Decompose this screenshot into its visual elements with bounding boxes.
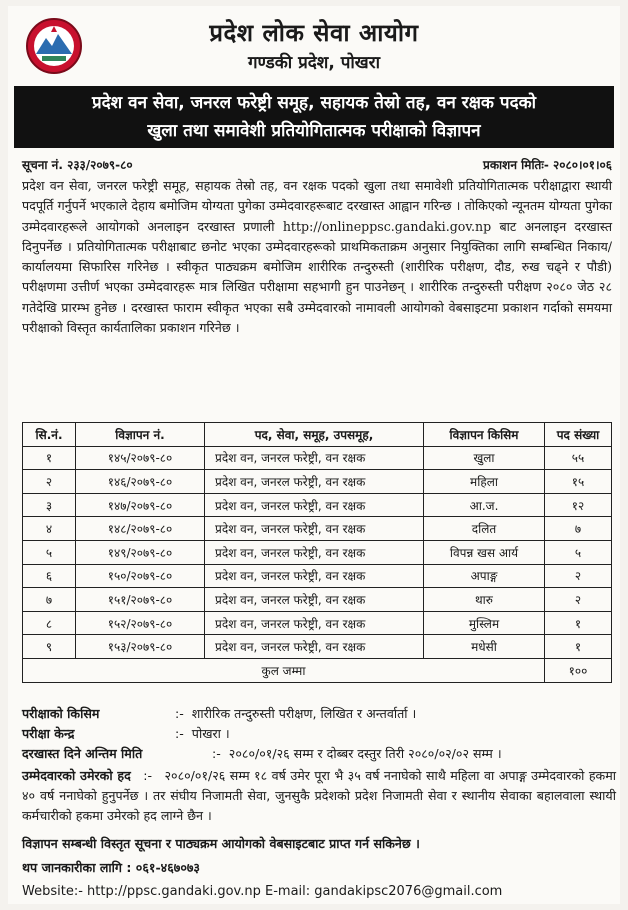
col-ad-no: विज्ञापन नं.	[76, 423, 205, 447]
notice-page	[8, 6, 620, 904]
cell-ad-type: दलित	[424, 517, 545, 541]
cell-ad-no: १५२/२०७९-८०	[76, 611, 205, 635]
cell-count: १	[545, 611, 612, 635]
contact-line: थप जानकारीका लागि : ०६१-४६७०७३	[22, 860, 200, 875]
table-row	[23, 635, 612, 659]
exam-center-value: पोखरा ।	[191, 726, 230, 741]
cell-count: १५	[545, 470, 612, 494]
cell-count: १२	[545, 493, 612, 517]
total-value: १००	[545, 658, 612, 682]
cell-ad-type: विपन्न खस आर्य	[424, 540, 545, 564]
table-header-row	[23, 423, 612, 447]
cell-sn: ७	[23, 588, 76, 612]
cell-sn: ४	[23, 517, 76, 541]
deadline-value: २०८०/०१/२६ सम्म र दोब्बर दस्तुर तिरी २०८०/०२/०२ सम्म ।	[228, 746, 502, 761]
notice-banner	[14, 86, 614, 148]
exam-center-row	[22, 724, 616, 744]
cell-ad-no: १४५/२०७९-८०	[76, 446, 205, 470]
banner-line-1: प्रदेश वन सेवा, जनरल फरेष्ट्री समूह, सहायक तेस्रो तह, वन रक्षक पदको	[91, 93, 537, 113]
notice-number: सूचना नं. २३३/२०७९-८०	[22, 158, 133, 172]
age-label: उम्मेदवारको उमेरको हद	[22, 768, 131, 783]
exam-type-value: शारीरिक तन्दुरुस्ती परीक्षण, लिखित र अन्तर्वार्ता ।	[191, 706, 417, 721]
total-label: कुल जम्मा	[23, 658, 545, 682]
table-row	[23, 470, 612, 494]
cell-count: ७	[545, 517, 612, 541]
exam-center-label: परीक्षा केन्द्र	[22, 726, 75, 741]
cell-ad-type: खुला	[424, 446, 545, 470]
cell-ad-type: मधेसी	[424, 635, 545, 659]
table-row	[23, 446, 612, 470]
cell-count: ५	[545, 540, 612, 564]
banner-line-2: खुला तथा समावेशी प्रतियोगितात्मक परीक्षाको विज्ञापन	[147, 121, 481, 141]
age-limit-row	[22, 766, 616, 826]
cell-ad-no: १४६/२०७९-८०	[76, 470, 205, 494]
cell-ad-type: मुस्लिम	[424, 611, 545, 635]
notice-meta	[22, 156, 612, 173]
info-line: विज्ञापन सम्बन्धी विस्तृत सूचना र पाठ्यक्रम आयोगको वेबसाइटबाट प्राप्त गर्न सकिनेछ ।	[22, 836, 420, 851]
separator: :-	[175, 706, 184, 721]
cell-sn: ६	[23, 564, 76, 588]
cell-ad-no: १५१/२०७९-८०	[76, 588, 205, 612]
cell-sn: ८	[23, 611, 76, 635]
vacancy-table	[22, 422, 612, 683]
notice-body: प्रदेश वन सेवा, जनरल फरेष्ट्री समूह, सहायक तेस्रो तह, वन रक्षक पदको खुला तथा समावेशी प्रतियोगितात्मक परीक्षाद्वारा स्थायी पदपूर्ति गर्नुपर्ने भएकाले देहाय बमोजिम योग्यता पुगेका उम्मेदवारहरूबाट दरखास्त आह्वान गरिन्छ । तोकिएको न्यूनतम योग्यता पुगेका उम्मेदवारहरूले आयोगको अनलाइन दरखास्त प्रणाली http://onlineppsc.gandaki.gov.np बाट अनलाइन दरखास्त दिनुपर्नेछ । प्रतियोगितात्मक परीक्षाबाट छनोट भएका उम्मेदवारहरूको प्राथमिकताक्रम अनुसार नियुक्तिका लागि सम्बन्धित निकाय/कार्यालयमा सिफारिस गरिनेछ । स्वीकृत पाठ्यक्रम बमोजिम शारीरिक तन्दुरुस्ती (शारीरिक परीक्षण, दौड, रुख चढ्ने र पौडी) परीक्षणमा उत्तीर्ण भएका उम्मेदवारहरू मात्र लिखित परीक्षामा सहभागी हुन पाउनेछन् । शारीरिक तन्दुरुस्ती परीक्षण २०८० जेठ २८ गतेदेखि प्रारम्भ हुनेछ । दरखास्त फाराम स्वीकृत भएका सबै उम्मेदवारको नामावली आयोगको वेबसाइटमा प्रकाशन गर्दाको समयमा परीक्षाको विस्तृत कार्यतालिका प्रकाशन गरिनेछ ।	[22, 178, 612, 336]
org-subtitle: गण्डकी प्रदेश, पोखरा	[247, 53, 381, 73]
cell-post: प्रदेश वन, जनरल फरेष्ट्री, वन रक्षक	[205, 611, 424, 635]
cell-post: प्रदेश वन, जनरल फरेष्ट्री, वन रक्षक	[205, 446, 424, 470]
separator: :-	[175, 726, 184, 741]
cell-ad-type: आ.ज.	[424, 493, 545, 517]
cell-ad-type: महिला	[424, 470, 545, 494]
separator: :-	[143, 768, 153, 783]
publish-date: प्रकाशन मितिः- २०८०।०१।०६	[483, 158, 612, 172]
cell-count: ५५	[545, 446, 612, 470]
table-row	[23, 588, 612, 612]
cell-post: प्रदेश वन, जनरल फरेष्ट्री, वन रक्षक	[205, 588, 424, 612]
cell-count: १	[545, 635, 612, 659]
cell-ad-no: १५३/२०७९-८०	[76, 635, 205, 659]
table-row	[23, 611, 612, 635]
table-row	[23, 517, 612, 541]
col-count: पद संख्या	[545, 423, 612, 447]
cell-ad-no: १५०/२०७९-८०	[76, 564, 205, 588]
table-row	[23, 493, 612, 517]
org-title: प्रदेश लोक सेवा आयोग	[209, 19, 419, 47]
deadline-row	[22, 744, 616, 764]
table-row	[23, 564, 612, 588]
cell-sn: ५	[23, 540, 76, 564]
cell-sn: ३	[23, 493, 76, 517]
cell-sn: १	[23, 446, 76, 470]
exam-details	[22, 704, 616, 902]
col-post: पद, सेवा, समूह, उपसमूह,	[205, 423, 424, 447]
exam-type-label: परीक्षाको किसिम	[22, 706, 100, 721]
cell-ad-no: १४७/२०७९-८०	[76, 493, 205, 517]
table-total-row	[23, 658, 612, 682]
cell-post: प्रदेश वन, जनरल फरेष्ट्री, वन रक्षक	[205, 470, 424, 494]
cell-ad-no: १४९/२०७९-८०	[76, 540, 205, 564]
age-value: २०८०/०१/२६ सम्म १८ वर्ष उमेर पूरा भै ३५ वर्ष ननाघेको साथै महिला वा अपाङ्ग उम्मेदवारको हकमा ४० वर्ष ननाघेको हुनुपर्नेछ । तर संघीय निजामती सेवा, जुनसुकै प्रदेशको प्रदेश निजामती सेवा र स्थानीय सेवाका बहालवाला स्थायी कर्मचारीको हकमा उमेरको हद लाग्ने छैन ।	[22, 768, 616, 823]
table-row	[23, 540, 612, 564]
cell-post: प्रदेश वन, जनरल फरेष्ट्री, वन रक्षक	[205, 635, 424, 659]
col-sn: सि.नं.	[23, 423, 76, 447]
cell-post: प्रदेश वन, जनरल फरेष्ट्री, वन रक्षक	[205, 564, 424, 588]
separator: :-	[212, 746, 221, 761]
cell-ad-type: अपाङ्ग	[424, 564, 545, 588]
cell-ad-no: १४८/२०७९-८०	[76, 517, 205, 541]
cell-count: २	[545, 588, 612, 612]
col-ad-type: विज्ञापन किसिम	[424, 423, 545, 447]
cell-post: प्रदेश वन, जनरल फरेष्ट्री, वन रक्षक	[205, 540, 424, 564]
website-line: Website:- http://ppsc.gandaki.gov.np E-mail: gandakipsc2076@gmail.com	[22, 884, 503, 899]
cell-sn: २	[23, 470, 76, 494]
cell-ad-type: थारु	[424, 588, 545, 612]
cell-count: २	[545, 564, 612, 588]
exam-type-row	[22, 704, 616, 724]
cell-post: प्रदेश वन, जनरल फरेष्ट्री, वन रक्षक	[205, 517, 424, 541]
cell-post: प्रदेश वन, जनरल फरेष्ट्री, वन रक्षक	[205, 493, 424, 517]
deadline-label: दरखास्त दिने अन्तिम मिति	[22, 746, 143, 761]
cell-sn: ९	[23, 635, 76, 659]
